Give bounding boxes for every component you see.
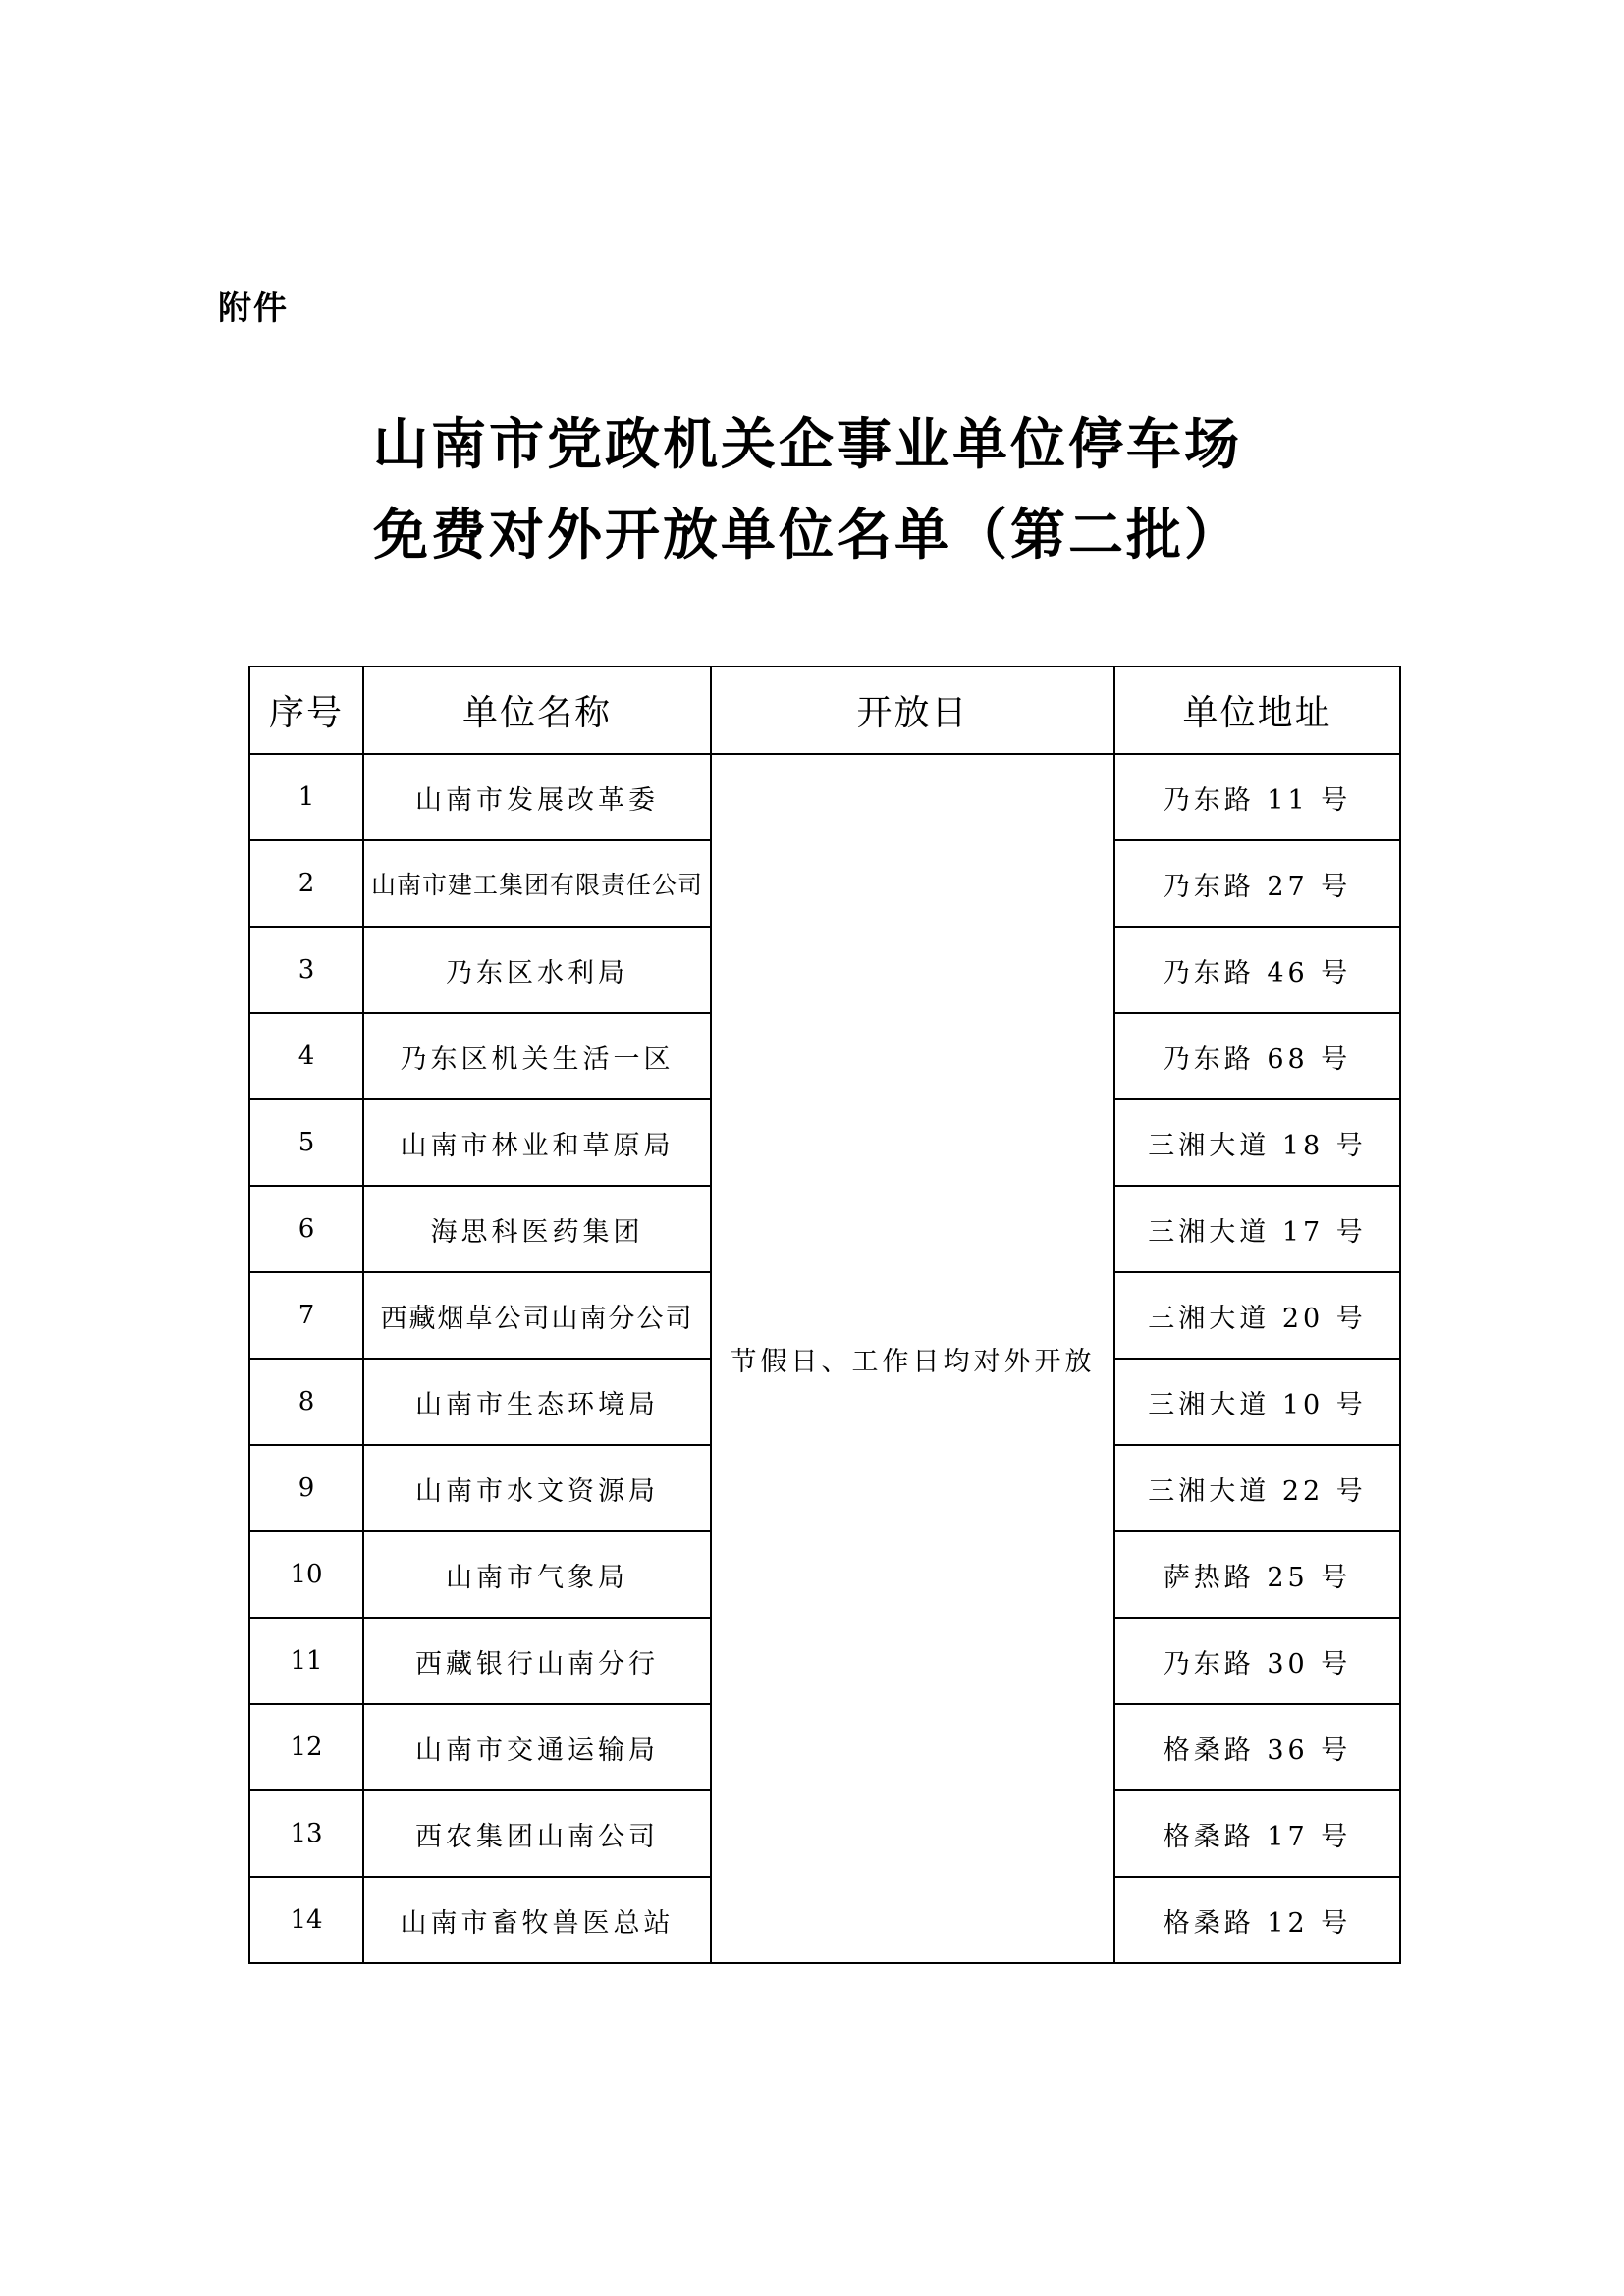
row-number: 10 xyxy=(249,1531,363,1618)
row-number: 8 xyxy=(249,1359,363,1445)
unit-address: 乃东路 46 号 xyxy=(1114,927,1400,1013)
unit-name: 山南市水文资源局 xyxy=(363,1445,711,1531)
unit-name: 西藏烟草公司山南分公司 xyxy=(363,1272,711,1359)
unit-name: 山南市发展改革委 xyxy=(363,754,711,840)
unit-address: 三湘大道 20 号 xyxy=(1114,1272,1400,1359)
unit-name: 山南市生态环境局 xyxy=(363,1359,711,1445)
header-unit-address: 单位地址 xyxy=(1114,667,1400,754)
row-number: 4 xyxy=(249,1013,363,1099)
row-number: 9 xyxy=(249,1445,363,1531)
unit-address: 三湘大道 10 号 xyxy=(1114,1359,1400,1445)
unit-address: 乃东路 27 号 xyxy=(1114,840,1400,927)
row-number: 3 xyxy=(249,927,363,1013)
unit-address: 格桑路 17 号 xyxy=(1114,1790,1400,1877)
unit-address: 乃东路 11 号 xyxy=(1114,754,1400,840)
title-line-1: 山南市党政机关企事业单位停车场 xyxy=(373,413,1242,477)
unit-table xyxy=(248,666,1401,1964)
title-line-2: 免费对外开放单位名单（第二批） xyxy=(373,504,1242,567)
row-number: 2 xyxy=(249,840,363,927)
row-number: 1 xyxy=(249,754,363,840)
unit-name: 山南市交通运输局 xyxy=(363,1704,711,1790)
unit-name: 乃东区水利局 xyxy=(363,927,711,1013)
header-unit-name: 单位名称 xyxy=(363,667,711,754)
unit-name: 西藏银行山南分行 xyxy=(363,1618,711,1704)
row-number: 14 xyxy=(249,1877,363,1963)
unit-name: 乃东区机关生活一区 xyxy=(363,1013,711,1099)
row-number: 11 xyxy=(249,1618,363,1704)
unit-name: 山南市气象局 xyxy=(363,1531,711,1618)
unit-address: 乃东路 30 号 xyxy=(1114,1618,1400,1704)
row-number: 13 xyxy=(249,1790,363,1877)
unit-name: 山南市畜牧兽医总站 xyxy=(363,1877,711,1963)
row-number: 6 xyxy=(249,1186,363,1272)
attachment-label: 附件 xyxy=(218,289,289,328)
header-serial-number: 序号 xyxy=(249,667,363,754)
unit-name: 海思科医药集团 xyxy=(363,1186,711,1272)
unit-address: 三湘大道 22 号 xyxy=(1114,1445,1400,1531)
unit-address: 三湘大道 18 号 xyxy=(1114,1099,1400,1186)
unit-name: 西农集团山南公司 xyxy=(363,1790,711,1877)
header-open-days: 开放日 xyxy=(711,667,1114,754)
unit-name: 山南市建工集团有限责任公司 xyxy=(363,840,711,927)
open-days-cell: 节假日、工作日均对外开放 xyxy=(711,754,1114,1963)
unit-name: 山南市林业和草原局 xyxy=(363,1099,711,1186)
table-row xyxy=(249,754,1400,840)
row-number: 12 xyxy=(249,1704,363,1790)
unit-address: 乃东路 68 号 xyxy=(1114,1013,1400,1099)
unit-address: 三湘大道 17 号 xyxy=(1114,1186,1400,1272)
unit-address: 格桑路 12 号 xyxy=(1114,1877,1400,1963)
row-number: 7 xyxy=(249,1272,363,1359)
row-number: 5 xyxy=(249,1099,363,1186)
unit-address: 萨热路 25 号 xyxy=(1114,1531,1400,1618)
table-header-row xyxy=(249,667,1400,754)
unit-address: 格桑路 36 号 xyxy=(1114,1704,1400,1790)
